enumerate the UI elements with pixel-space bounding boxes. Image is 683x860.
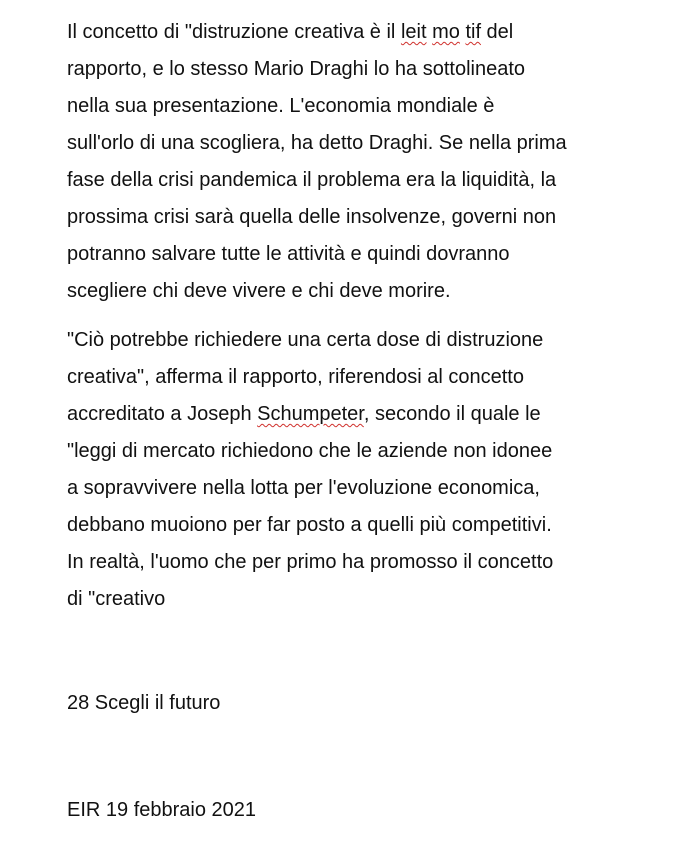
spellcheck-flagged-word[interactable]: tif [465,21,481,43]
text-line: In realtà, l'uomo che per primo ha promosso il concetto [67,551,554,573]
page-footer-title: 28 Scegli il futuro [67,692,221,714]
text-line: potranno salvare tutte le attività e quindi dovranno [67,243,510,265]
text-line: di "creativo [67,588,166,610]
body-paragraph-2 [67,322,667,618]
text-run: del [481,21,514,43]
text-line: a sopravvivere nella lotta per l'evoluzione economica, [67,477,540,499]
page-footer-source: EIR 19 febbraio 2021 [67,799,257,821]
text-line: sull'orlo di una scogliera, ha detto Draghi. Se nella prima [67,132,567,154]
text-line: creativa", afferma il rapporto, riferendosi al concetto [67,366,524,388]
text-line [67,396,667,433]
spellcheck-flagged-word[interactable]: Schumpeter [257,403,364,425]
text-line: "Ciò potrebbe richiedere una certa dose di distruzione [67,329,544,351]
text-line: debbano muoiono per far posto a quelli più competitivi. [67,514,552,536]
text-line: prossima crisi sarà quella delle insolvenze, governi non [67,206,557,228]
body-paragraph-1 [67,14,667,310]
text-run: accreditato a Joseph [67,403,258,425]
text-line: fase della crisi pandemica il problema era la liquidità, la [67,169,557,191]
text-line: scegliere chi deve vivere e chi deve morire. [67,280,451,302]
text-line: nella sua presentazione. L'economia mondiale è [67,95,495,117]
text-run: , secondo il quale le [363,403,541,425]
text-line: rapporto, e lo stesso Mario Draghi lo ha sottolineato [67,58,526,80]
text-run: Il concetto di "distruzione creativa è il [67,21,401,43]
spellcheck-flagged-word[interactable]: mo [432,21,460,43]
text-line [67,14,667,51]
spellcheck-flagged-word[interactable]: leit [400,21,427,43]
text-line: "leggi di mercato richiedono che le aziende non idonee [67,440,553,462]
